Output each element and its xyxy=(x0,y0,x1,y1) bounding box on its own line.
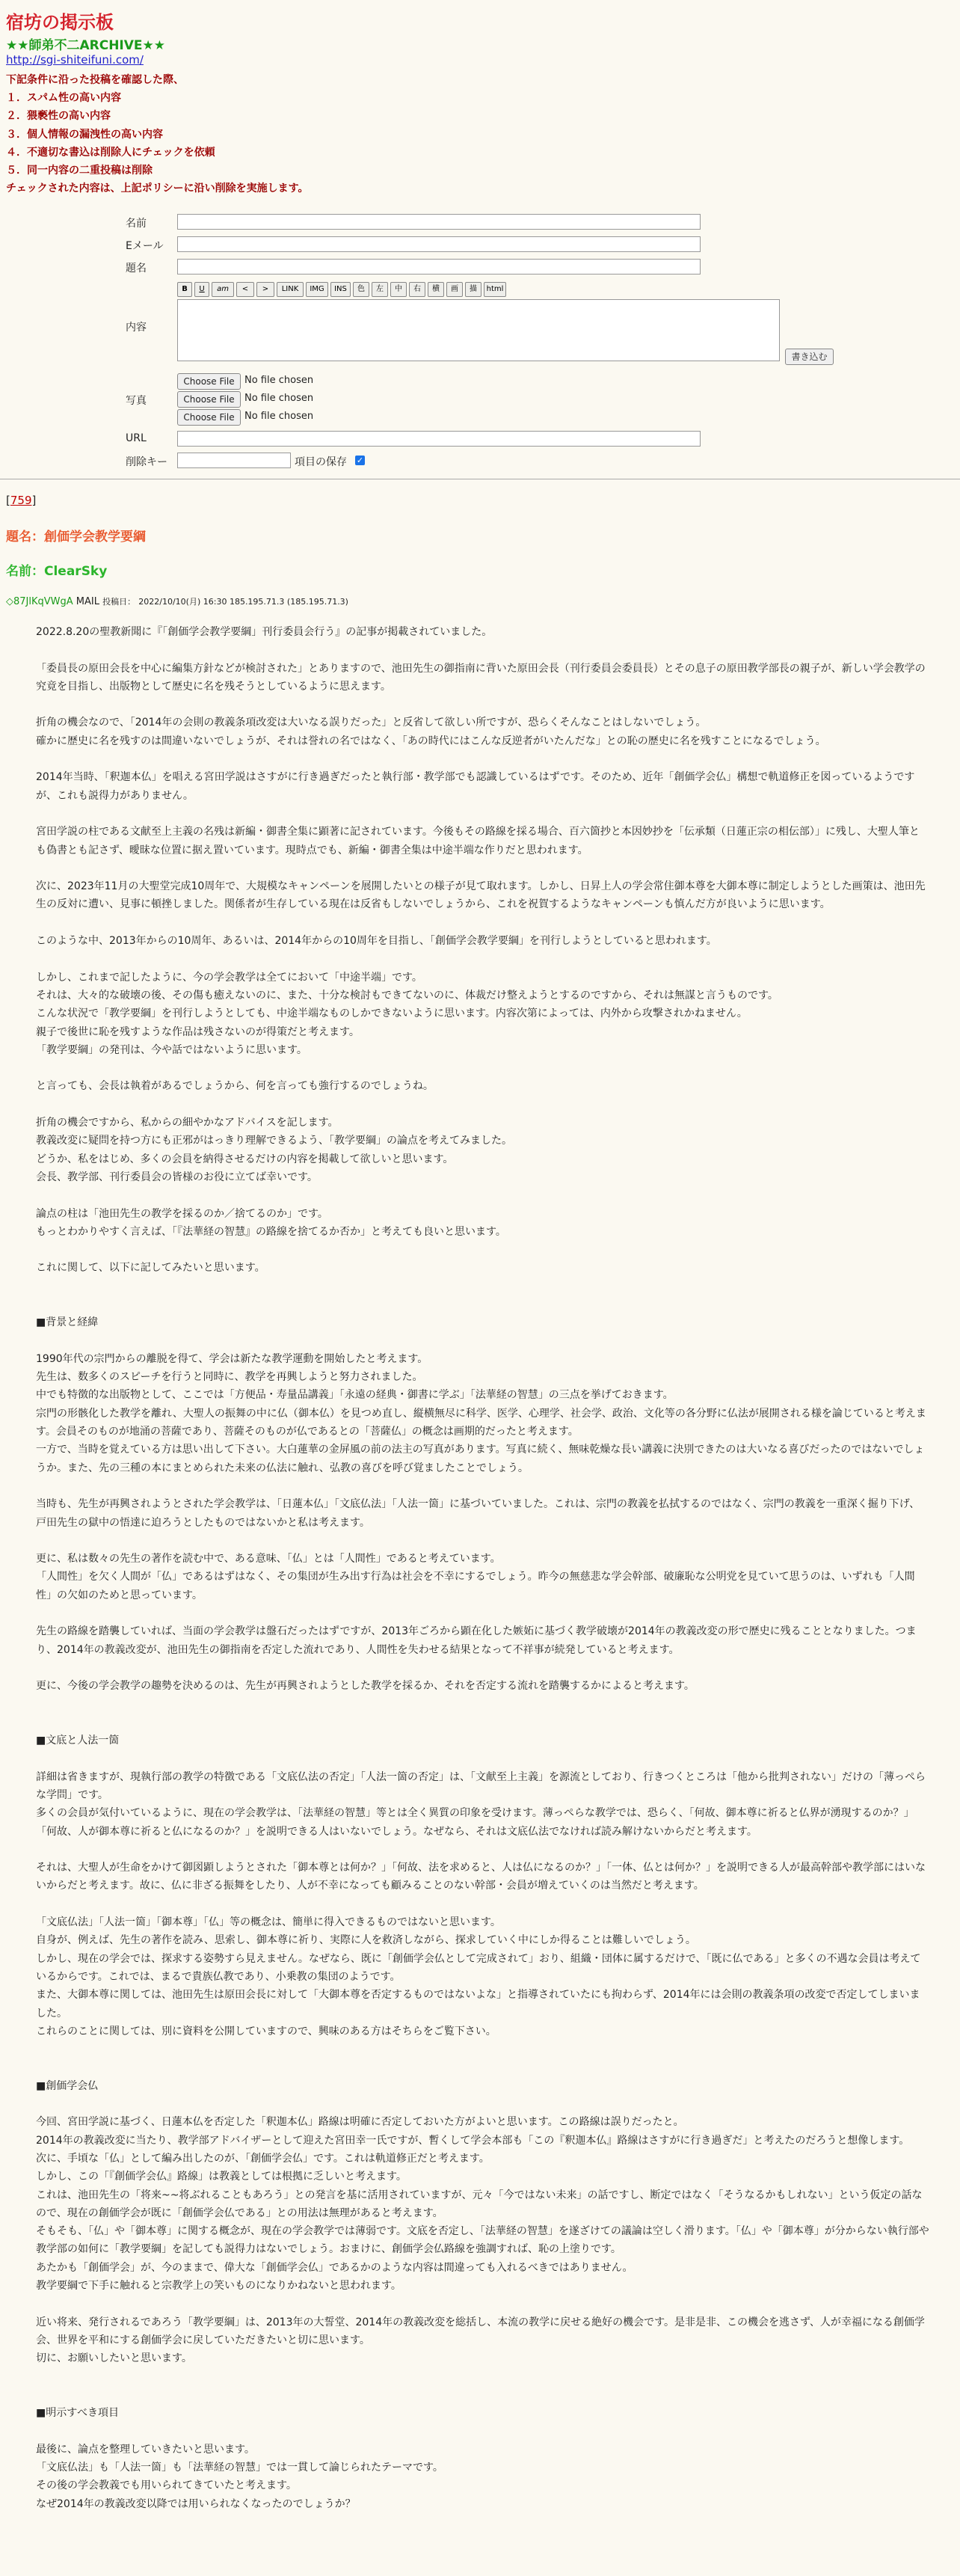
photo-choose-file-button-3[interactable]: Choose File xyxy=(177,409,241,426)
post-body-line xyxy=(36,805,929,823)
post-body-line: これは、池田先生の「将来~~将ぶれることもあろう」との発言を基に活用されていますが、元々「今ではない未来」の話ですし、断定ではなく「そうなるかもしれない」という仮定の話なので、現在の創価学会が既に「創価学会仏である」との用法は無理があると考えます。 xyxy=(36,2189,923,2219)
photo-choose-file-button-1[interactable]: Choose File xyxy=(177,373,241,390)
name-input[interactable] xyxy=(177,214,701,230)
photo-no-file-text-2: No file chosen xyxy=(244,393,314,404)
post-number: [759] xyxy=(6,494,37,507)
post-body-line: しかし、この「『創価学会仏』路線」は教義としては根拠に乏しいと考えます。 xyxy=(36,2171,407,2183)
delete-key-label: 削除キー xyxy=(126,456,167,468)
post-body-line: これに関して、以下に記してみたいと思います。 xyxy=(36,1262,265,1275)
post-body-line: これらのことに関しては、別に資料を公開していますので、興味のある方はそちらをご覧下さい。 xyxy=(36,2025,496,2037)
horizontal-rule-button[interactable]: 横 xyxy=(428,282,444,297)
trip-id: ◇87JlKqVWgA xyxy=(6,596,73,607)
post-body-line xyxy=(36,1696,929,1714)
post-body-line: 切に、お願いしたいと思います。 xyxy=(36,2352,192,2365)
policy-line: ５．同一内容の二重投稿は削除 xyxy=(6,165,153,177)
post-body-line: 「教学要綱」の発刊は、今や話ではないように思います。 xyxy=(36,1043,307,1056)
post-body-line: 先生の路線を踏襲していれば、当面の学会教学は盤石だったはずですが、2013年ごろから顕在化した嫉妬に基づく教学破壊が2014年の教義改変の形で歴史に残ることとなりました。つまり、2014年の教義改変が、池田先生の御指南を否定した流れであり、人間性を失わせる結果となって不祥事が続発していると考えます。 xyxy=(36,1625,917,1656)
post-body-line: そもそも、「仏」や「御本尊」に関する概念が、現在の学会教学では薄弱です。文底を否定し、「法華経の智慧」を遂ざけての議論は空しく滑ります。「仏」や「御本尊」が分からない執行部や教学部の如何に「教学要綱」を記しても説得力はないでしょう。おまけに、創価学会仏路線を強調すれば、恥の上塗りです。 xyxy=(36,2225,929,2256)
post-body-line xyxy=(36,1295,929,1313)
save-fields-label: 項目の保存 xyxy=(295,456,347,468)
post-body-line: その後の学会教義でも用いられてきていたと考えます。 xyxy=(36,2480,297,2492)
post-body-line xyxy=(36,1186,929,1204)
post-body-line: しかし、現在の学会では、探求する姿勢すら見えません。なぜなら、既に「創価学会仏として完成されて」おり、組織・団体に属するだけで、「既に仏である」と多くの不遇な会員は考えているからです。これでは、まるで貴族仏教であり、小乗教の集団のようです。 xyxy=(36,1952,921,1983)
post-body-line: 「文底仏法」「人法一箇」「御本尊」「仏」等の概念は、簡単に得入できるものではないと思います。 xyxy=(36,1916,501,1929)
align-right-button[interactable]: 右 xyxy=(409,282,425,297)
post-body-line xyxy=(36,1332,929,1350)
draw-button[interactable]: 描 xyxy=(465,282,481,297)
post-body-line: 折角の機会なので、「2014年の会則の教義条項改変は大いなる誤りだった」と反省して欲しい所ですが、恐らくそんなことはしないでしょう。 xyxy=(36,717,707,729)
post-meta xyxy=(6,595,348,607)
post-body-line: 教義改変に疑問を持つ方にも正邪がはっきり理解できるよう、「教学要綱」の論点を考えてみました。 xyxy=(36,1135,512,1147)
post-body-line: 更に、私は数々の先生の著作を読む中で、ある意味、「仏」とは「人間性」であると考えています。 xyxy=(36,1553,501,1565)
post-body-line xyxy=(36,1749,929,1767)
subject-label: 題名 xyxy=(126,263,147,275)
post-body-line: 最後に、論点を整理していきたいと思います。 xyxy=(36,2443,255,2456)
post-body xyxy=(36,623,929,2513)
post-body-line: 2014年当時、「釈迦本仏」を唱える宮田学説はさすがに行き過ぎだったと執行部・教学部でも認識しているはずです。そのため、近年「創価学会仏」構想で軌道修正を図っているようですが、これも説得力がありません。 xyxy=(36,771,915,802)
post-body-line: 1990年代の宗門からの離脱を得て、学会は新たな教学運動を開始したと考えます。 xyxy=(36,1352,428,1365)
html-button[interactable]: html xyxy=(484,282,506,297)
post-body-line: 「文底仏法」も「人法一箇」も「法華経の智慧」では一貫して論じられたテーマです。 xyxy=(36,2461,443,2474)
post-body-line: と言っても、会長は執着があるでしょうから、何を言っても強行するのでしょうね。 xyxy=(36,1080,434,1093)
post-body-line: 親子で後世に恥を残すような作品は残さないのが得策だと考えます。 xyxy=(36,1025,360,1038)
link-button[interactable]: LINK xyxy=(277,282,304,297)
policy-line: 下記条件に沿った投稿を確認した際、 xyxy=(6,74,184,86)
post-body-line: 「委員長の原田会長を中心に編集方針などが検討された」とありますので、池田先生の御指南に背いた原田会長（刊行委員会委員長）とその息子の原田教学部長の親子が、新しい学会教学の究竟を目指し、出版物として歴史に名を残そうとしているように思えます。 xyxy=(36,662,926,693)
post-body-line xyxy=(36,950,929,968)
post-body-line xyxy=(36,2422,929,2440)
site-url-link[interactable]: http://sgi-shiteifuni.com/ xyxy=(6,53,144,67)
post-body-line: 会長、教学部、刊行委員会の皆様のお役に立てば幸いです。 xyxy=(36,1171,318,1183)
post-author: 名前：ClearSky xyxy=(6,564,108,579)
post-body-line: 確かに歴史に名を残すのは間違いないでしょうが、それは誉れの名ではなく、「あの時代にはこんな反逆者がいたんだな」との恥の歴史に名を残すことになるでしょう。 xyxy=(36,735,826,747)
post-body-line xyxy=(36,696,929,714)
post-body-line: 折角の機会ですから、私からの細やかなアドバイスを記します。 xyxy=(36,1117,339,1129)
post-body-line: ■創価学会仏 xyxy=(36,2079,99,2092)
post-body-line: 「人間性」を欠く人間が「仏」であるはずはなく、その集団が生み出す行為は社会を不幸にするでしょう。昨今の無慈悲な学会幹部、破廉恥な公明党を見ていて思うのは、いずれも「人間性」の欠如のためと思っています。 xyxy=(36,1571,915,1601)
post-body-line: 先生は、数多くのスピーチを行うと同時に、教学を再興しようと努力されました。 xyxy=(36,1371,423,1384)
policy-line: １．スパム性の高い内容 xyxy=(6,92,121,105)
color-button[interactable]: 色 xyxy=(353,282,369,297)
post-body-line: ■背景と経緯 xyxy=(36,1316,99,1329)
mail-link[interactable]: MAIL xyxy=(76,596,99,607)
shrink-button[interactable]: < xyxy=(236,282,254,297)
enlarge-button[interactable]: > xyxy=(256,282,274,297)
post-number-link[interactable]: 759 xyxy=(10,494,32,507)
post-body-line: もっとわかりやすく言えば、「『法華経の智慧』の路線を捨てるか否か」と考えても良いと思います。 xyxy=(36,1225,506,1238)
content-label: 内容 xyxy=(126,322,147,334)
post-body-line xyxy=(36,859,929,877)
post-body-line: 自身が、例えば、先生の著作を読み、思索し、御本尊に祈り、実際に人を救済しながら、探求していく中にしか得ることは難しいでしょう。 xyxy=(36,1934,696,1947)
post-body-line: それは、大聖人が生命をかけて御図顕しようとされた「御本尊とは何か？」「何故、法を求めると、人は仏になるのか？」「一体、仏とは何か？」を説明できる人が最高幹部や教学部にはいないからだと考えます。故に、仏に非ざる振舞をしたり、人が不幸になっても顧みることのない幹部・会員が増えていくのは当然だと考えます。 xyxy=(36,1862,926,1892)
post-subject: 題名：創価学会教学要綱 xyxy=(6,530,146,545)
post-body-line xyxy=(36,1841,929,1859)
post-body-line: 更に、今後の学会教学の趣勢を決めるのは、先生が再興されようとした教学を採るか、それを否定する流れを踏襲するかによると考えます。 xyxy=(36,1680,695,1693)
posted-label: 投稿日： xyxy=(102,597,136,607)
image-button[interactable]: 画 xyxy=(446,282,463,297)
posted-info: 2022/10/10(月) 16:30 185.195.71.3 (185.195.71.3) xyxy=(138,597,348,607)
post-body-line xyxy=(36,1604,929,1622)
email-label: Eメール xyxy=(126,240,164,252)
photo-no-file-text-3: No file chosen xyxy=(244,411,314,422)
post-body-line: 2022.8.20の聖教新聞に『「創価学会教学要綱」刊行委員会行う』の記事が掲載されていました。 xyxy=(36,626,493,638)
site-title: 宿坊の掲示板 xyxy=(6,12,114,33)
post-body-line: どうか、私をはじめ、多くの会員を納得させるだけの内容を掲載して欲しいと思います。 xyxy=(36,1153,454,1165)
post-body-line: こんな状況で「教学要綱」を刊行しようとしても、中途半端なものしかできないように思います。内容次第によっては、内外から攻撃されかねません。 xyxy=(36,1008,748,1020)
post-body-line xyxy=(36,750,929,768)
post-body-line: 今回、宮田学説に基づく、日蓮本仏を否定した「釈迦本仏」路線は明確に否定しておいた方がよいと思います。この路線は誤りだったと。 xyxy=(36,2116,684,2129)
post-body-line xyxy=(36,1659,929,1677)
post-body-line xyxy=(36,2058,929,2076)
italic-button[interactable]: am xyxy=(212,282,234,297)
post-body-line: このような中、2013年からの10周年、あるいは、2014年からの10周年を目指し、「創価学会教学要綱」を刊行しようとしていると思われます。 xyxy=(36,935,717,948)
url-input[interactable] xyxy=(177,431,701,447)
post-body-line: しかし、これまで記したように、今の学会教学は全てにおいて「中途半端」です。 xyxy=(36,971,422,984)
policy-line: ２．猥褻性の高い内容 xyxy=(6,110,111,123)
post-body-line xyxy=(36,1241,929,1259)
post-body-line: 宗門の形骸化した教学を離れ、大聖人の振舞の中に仏（御本仏）を見つめ直し、縦横無尽に科学、医学、心理学、社会学、政治、文化等の各分野に仏法が展開される様を論じていると考えます。会員そのものが地涌の菩薩であり、菩薩そのものが仏であるとの「菩薩仏」の概念は画期的だったと考えます。 xyxy=(36,1407,926,1438)
post-body-line: 教学要綱で下手に触れると宗教学上の笑いものになりかねないと思われます。 xyxy=(36,2280,401,2293)
post-body-line: それは、大々的な破壊の後、その傷も癒えないのに、また、十分な検討もできてないのに、体裁だけ整えようとするのですから、それは無謀と言うものです。 xyxy=(36,989,778,1002)
ins-button[interactable]: INS xyxy=(330,282,351,297)
post-body-line: 当時も、先生が再興されようとされた学会教学は、「日蓮本仏」「文底仏法」「人法一箇」に基づいていました。これは、宗門の教義を払拭するのではなく、宗門の教義を一重深く掘り下げ、戸田先生の獄中の悟達に迫ろうとしたものではないかと私は考えます。 xyxy=(36,1498,920,1529)
post-body-line xyxy=(36,2295,929,2313)
name-label: 名前 xyxy=(126,218,147,230)
post-body-line xyxy=(36,1895,929,1913)
photo-label: 写真 xyxy=(126,395,147,407)
posting-policy xyxy=(6,71,308,197)
post-body-line: 2014年の教義改変に当たり、教学部アドバイザーとして迎えた宮田幸一氏ですが、暫くして学会本部も「この『釈迦本仏』路線はさすがに行き過ぎだ」と考えたのだろうと想像します。 xyxy=(36,2134,910,2147)
post-body-line xyxy=(36,1278,929,1295)
underline-button[interactable]: U xyxy=(194,282,209,297)
post-body-line: ■文底と人法一箇 xyxy=(36,1735,120,1747)
post-body-line xyxy=(36,2368,929,2386)
policy-line: チェックされた内容は、上記ポリシーに沿い削除を実施します。 xyxy=(6,183,309,195)
policy-line: ４．不適切な書込は削除人にチェックを依頼 xyxy=(6,146,215,159)
content-textarea[interactable] xyxy=(177,299,780,361)
post-body-line xyxy=(36,1096,929,1114)
img-button[interactable]: IMG xyxy=(306,282,328,297)
url-label: URL xyxy=(126,432,147,444)
post-body-line xyxy=(36,2040,929,2058)
post-body-line: また、大御本尊に関しては、池田先生は原田会長に対して「大御本尊を否定するものではないよな」と指導されていたにも拘わらず、2014年には会則の教義条項の改変で否定してしまいました。 xyxy=(36,1989,920,2020)
subject-input[interactable] xyxy=(177,259,701,275)
post-body-line: 論点の柱は「池田先生の教学を採るのか／捨てるのか」です。 xyxy=(36,1207,328,1220)
post-body-line xyxy=(36,1532,929,1550)
align-left-button[interactable]: 左 xyxy=(372,282,388,297)
post-body-line: 一方で、当時を覚えている方は思い出して下さい。大白蓮華の金屏風の前の法主の写真があります。写真に続く、無味乾燥な長い講義に決別できたのは大いなる喜びだったのではないでしょうか。また、先の三種の本にまとめられた未来の仏法に触れ、弘教の喜びを呼び覚ましたことでしょう。 xyxy=(36,1444,925,1474)
post-body-line: 中でも特徴的な出版物として、ここでは「方便品・寿量品講義」「永遠の経典・御書に学ぶ」「法華経の智慧」の三点を挙げておきます。 xyxy=(36,1389,674,1402)
post-body-line: 詳細は省きますが、現執行部の教学の特徴である「文底仏法の否定」「人法一箇の否定」は、「文献至上主義」を源流としており、行きつくところは「他から批判されない」だけの「薄っぺらな学問」です。 xyxy=(36,1770,926,1801)
post-body-line: ■明示すべき項目 xyxy=(36,2407,119,2420)
post-body-line xyxy=(36,1714,929,1732)
post-body-line xyxy=(36,2095,929,2113)
post-body-line: なぜ2014年の教義改変以降では用いられなくなったのでしょうか？ xyxy=(36,2497,356,2510)
post-body-line xyxy=(36,1059,929,1077)
save-fields-checkbox[interactable]: ✓ xyxy=(356,456,364,465)
policy-line: ３．個人情報の漏洩性の高い内容 xyxy=(6,128,163,141)
post-body-line: 多くの会員が気付いているように、現在の学会教学は、「法華経の智慧」等とは全く異質の印象を受けます。薄っぺらな教学では、恐らく、「何故、御本尊に祈ると仏界が湧現するのか？」「何故、人が御本尊に祈ると仏になるのか？」を説明できる人はいないでしょう。なぜなら、それは文底仏法でなければ読み解けないからだと考えます。 xyxy=(36,1807,914,1838)
post-body-line xyxy=(36,641,929,659)
align-center-button[interactable]: 中 xyxy=(390,282,407,297)
delete-key-input[interactable] xyxy=(177,453,291,468)
archive-link[interactable]: ★★師弟不二ARCHIVE★★ xyxy=(6,38,166,53)
email-input[interactable] xyxy=(177,236,701,252)
submit-button[interactable]: 書き込む xyxy=(785,349,834,365)
photo-no-file-text-1: No file chosen xyxy=(244,375,314,386)
post-body-line: 次に、2023年11月の大聖堂完成10周年で、大規模なキャンペーンを展開したいとの様子が見て取れます。しかし、日昇上人の学会常住御本尊を大御本尊に制定しようとした画策は、池田先生の反対に遭い、見事に頓挫しました。関係者が生存している現在は反省もしないでしょうから、これを祝賀するようなキャンペーンも慎んだ方が良いように思います。 xyxy=(36,880,926,911)
photo-choose-file-button-2[interactable]: Choose File xyxy=(177,391,241,408)
bold-button[interactable]: B xyxy=(177,282,192,297)
post-body-line: 宮田学説の柱である文献至上主義の名残は新編・御書全集に顕著に記されています。今後もその路線を採る場合、百六箇抄と本因妙抄を「伝承類（日蓮正宗の相伝部）」に残し、大聖人筆とも偽書とも記さず、曖昧な位置に据え置いています。現時点でも、新編・御書全集は中途半端な作りだと思われます。 xyxy=(36,826,920,856)
post-body-line xyxy=(36,914,929,932)
post-body-line xyxy=(36,1477,929,1495)
post-body-line: 次に、手頃な「仏」として編み出したのが、「創価学会仏」です。これは軌道修正だと考えます。 xyxy=(36,2152,490,2165)
post-body-line: 近い将来、発行されるであろう「教学要綱」は、2013年の大誓堂、2014年の教義改変を総括し、本流の教学に戻せる絶好の機会です。是非是非、この機会を逃さず、人が幸福になる創価学会、世界を平和にする創価学会に戻していただきたいと切に思います。 xyxy=(36,2316,925,2346)
post-body-line: あたかも「創価学会」が、今のままで、偉大な「創価学会仏」であるかのような内容は間違っても入れるべきではありません。 xyxy=(36,2261,633,2274)
post-body-line xyxy=(36,2386,929,2404)
